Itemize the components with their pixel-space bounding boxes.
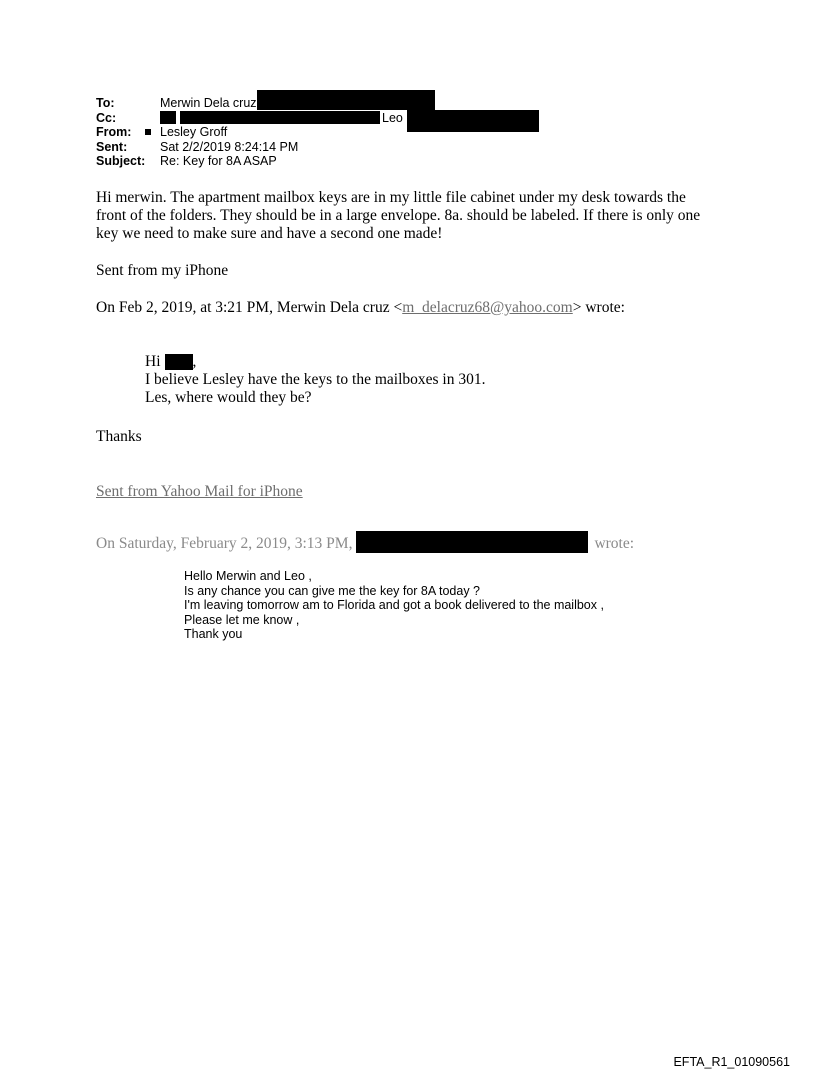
from-value: Lesley Groff xyxy=(160,125,228,139)
original-line: I'm leaving tomorrow am to Florida and got a book delivered to the mailbox , xyxy=(184,598,604,612)
original-line: Please let me know , xyxy=(184,612,300,627)
greeting-suffix: , xyxy=(192,353,197,370)
email-link[interactable]: m_delacruz68@yahoo.com xyxy=(402,299,573,316)
to-row xyxy=(96,96,539,111)
cc-value: Leo xyxy=(382,110,403,125)
original-message xyxy=(184,569,704,642)
redaction-box xyxy=(407,110,539,132)
original-intro-text: On Saturday, February 2, 2019, 3:13 PM, xyxy=(96,535,353,552)
original-line: Hello Merwin and Leo , xyxy=(184,569,312,583)
body-line: front of the folders. They should be in a large envelope. 8a. should be labeled. If there is only one xyxy=(96,207,701,224)
body-line: key we need to make sure and have a second one made! xyxy=(96,225,443,242)
sent-label: Sent: xyxy=(96,139,128,154)
thanks: Thanks xyxy=(96,428,142,445)
original-line: Is any chance you can give me the key for 8A today ? xyxy=(184,583,481,598)
sent-value: Sat 2/2/2019 8:24:14 PM xyxy=(160,139,299,154)
original-intro xyxy=(96,535,736,553)
yahoo-link[interactable]: Sent from Yahoo Mail for iPhone xyxy=(96,483,303,500)
yahoo-signature xyxy=(96,483,736,501)
subject-label: Subject: xyxy=(96,154,146,168)
quote-intro xyxy=(96,299,736,317)
greeting: Hi xyxy=(145,353,161,370)
redaction-box xyxy=(160,111,176,124)
to-value: Merwin Dela cruz xyxy=(160,96,257,110)
redaction-box xyxy=(257,90,435,110)
body-line: Hi merwin. The apartment mailbox keys are in my little file cabinet under my desk towards the xyxy=(96,189,686,206)
reply-body xyxy=(96,189,736,243)
sent-row xyxy=(96,140,539,155)
greeting-line xyxy=(145,353,705,371)
redaction-box xyxy=(180,111,380,124)
quote-intro-after: > wrote: xyxy=(572,299,625,316)
redaction-box xyxy=(356,531,588,553)
subject-value: Re: Key for 8A ASAP xyxy=(160,154,277,168)
signature: Sent from my iPhone xyxy=(96,262,229,279)
document-id: EFTA_R1_01090561 xyxy=(673,1055,790,1069)
subject-row xyxy=(96,154,539,169)
redaction-box xyxy=(165,354,193,370)
square-icon xyxy=(145,129,151,135)
to-label: To: xyxy=(96,96,115,110)
quoted-line: I believe Lesley have the keys to the mailboxes in 301. xyxy=(145,371,486,388)
quoted-line: Les, where would they be? xyxy=(145,389,312,406)
from-label: From: xyxy=(96,125,132,139)
cc-label: Cc: xyxy=(96,110,117,125)
quote-intro-before: On Feb 2, 2019, at 3:21 PM, Merwin Dela cruz < xyxy=(96,299,403,316)
original-line: Thank you xyxy=(184,627,243,641)
quoted-message xyxy=(145,353,705,407)
cc-row xyxy=(96,111,539,126)
original-wrote: wrote: xyxy=(594,535,635,552)
email-header xyxy=(96,96,539,169)
